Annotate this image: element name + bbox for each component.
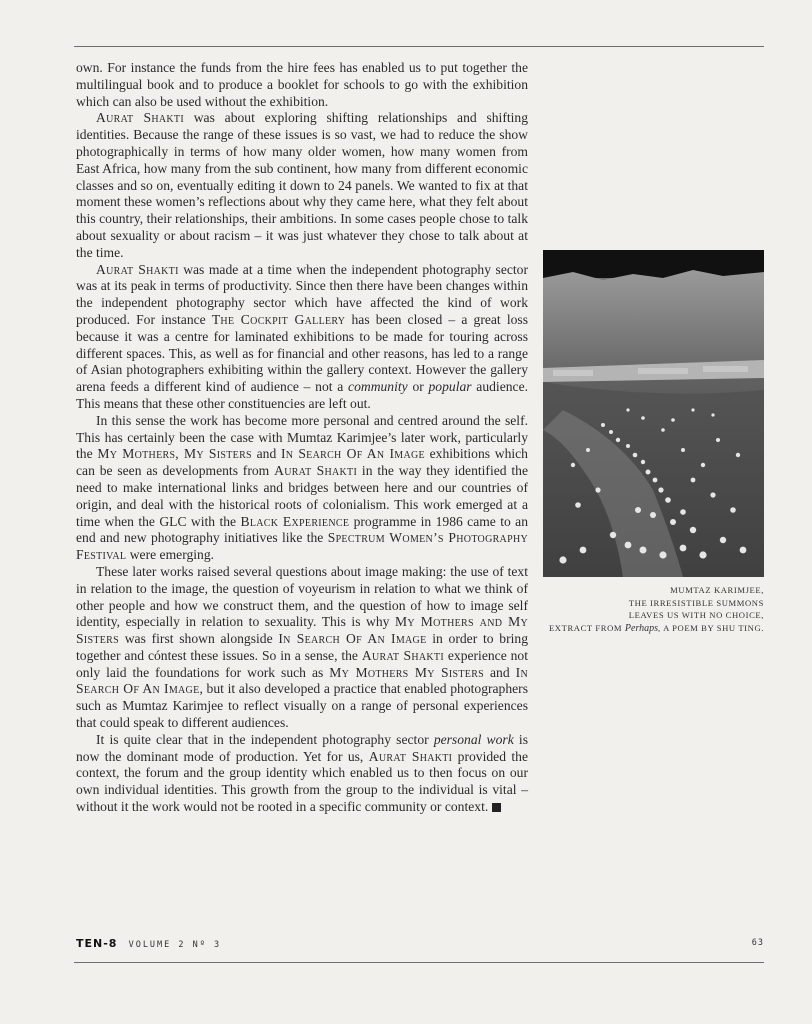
- caption-line: MUMTAZ KARIMJEE,: [670, 585, 764, 595]
- magazine-name: TEN-8: [76, 937, 118, 950]
- paragraph-2: Aurat Shakti was about exploring shifting relationships and shifting identities. Because the range of these issues is so vast, we had to reduce the show photographically in terms of how many older women, how many women from East Africa, how many from the sub continent, how many from different economic classes and so on, eventually editing it down to 24 panels. We wanted to fix at that moment these women’s reflections about why they came here, what they felt about this country, their relationships, their ambitions. In some cases people chose to talk about sexuality or about racism – it was just whatever they chose to talk about at the time.: [76, 110, 528, 260]
- title-aurat-shakti: Aurat Shakti: [274, 463, 358, 479]
- bottom-rule: [74, 962, 764, 963]
- title-spectrum-festival: Spectrum Women’s Photography Festival: [76, 530, 528, 563]
- title-aurat-shakti: Aurat Shakti: [96, 110, 184, 126]
- caption-line: THE IRRESISTIBLE SUMMONS: [628, 597, 764, 608]
- photograph-crowd-negative: [543, 250, 764, 577]
- title-in-search: In Search Of An Image: [76, 664, 528, 697]
- caption-line: EXTRACT FROM Perhaps, A POEM BY SHU TING.: [548, 622, 764, 634]
- title-my-mothers: My Mothers My Sisters: [329, 664, 485, 680]
- paragraph-5: These later works raised several questions about image making: the use of text in relation to the image, the question of voyeurism in relation to what we think of other people and how we construct them, and the question of how to image self identity, especially in relation to sexuality. This is why My Mothers and My Sisters was first shown alongside In Search Of An Image in order to bring together and cóntest these issues. So in a sense, the Aurat Shakti experience not only laid the foundations for work such as My Mothers My Sisters and In Search Of An Image, but it also developed a practice that enabled photographers such as Mumtaz Karimjee to reflect visually on a range of personal experiences that could speak to different audiences.: [76, 563, 529, 731]
- paragraph-3: Aurat Shakti was made at a time when the independent photography sector was at its peak in terms of productivity. Since then there have been changes within the independent photography sector which have affected the kind of work produced. For instance The Cockpit Gallery has been closed – a great loss because it was a centre for laminated exhibitions to be made for touring across different spaces. This, as well as for financial and other reasons, has led to a range of Asian photographers exhibiting within the gallery context. However the gallery arena feeds a different kind of audience – not a community or popular audience. This means that these other constituencies are left out.: [76, 261, 528, 411]
- title-in-search: In Search Of An Image: [278, 631, 427, 647]
- footer-issue-info: [76, 937, 221, 950]
- paragraph-6: It is quite clear that in the independent photography sector personal work is now the dominant mode of production. Yet for us, Aurat Shakti provided the context, the forum and the group identity which enabled us to then focus on our own individual identities. This growth from the group to the individual is vital – without it the work would not be rooted in a specific community or context.: [76, 731, 528, 815]
- title-my-mothers: My Mothers and My Sisters: [76, 614, 529, 647]
- title-black-experience: Black Experience: [240, 513, 350, 529]
- paragraph-1: own. For instance the funds from the hire fees has enabled us to put together the multilingual book and to produce a booklet for schools to go with the exhibition which can also be used without the exhibition.: [76, 60, 528, 109]
- caption-line: LEAVES US WITH NO CHOICE,: [628, 610, 764, 621]
- title-aurat-shakti: Aurat Shakti: [368, 748, 453, 764]
- end-of-article-mark: [492, 803, 501, 812]
- photo-caption: [532, 584, 764, 635]
- title-aurat-shakti: Aurat Shakti: [96, 261, 179, 277]
- title-in-search: In Search Of An Image: [280, 446, 425, 462]
- paragraph-4: In this sense the work has become more personal and centred around the self. This has certainly been the case with Mumtaz Karimjee’s later work, particularly the My Mothers, My Sisters and In Search Of An Image exhibitions which can be seen as developments from Aurat Shakti in the way they identified the need to make international links and bridges between here and our countries of origin, and deal with the historical roots of colonialism. This work emerged at a time when the GLC with the Black Experience programme in 1986 came to an end and new photography initiatives like the Spectrum Women’s Photography Festival were emerging.: [76, 412, 529, 563]
- title-my-mothers: My Mothers, My Sisters: [97, 446, 252, 462]
- gallery-name: The Cockpit Gallery: [211, 311, 346, 327]
- poem-title: Perhaps: [624, 622, 659, 634]
- top-rule: [74, 46, 764, 47]
- title-aurat-shakti: Aurat Shakti: [361, 647, 444, 663]
- page-number: 63: [751, 938, 764, 948]
- issue-number: VOLUME 2 Nº 3: [128, 940, 222, 950]
- article-body: [76, 60, 528, 816]
